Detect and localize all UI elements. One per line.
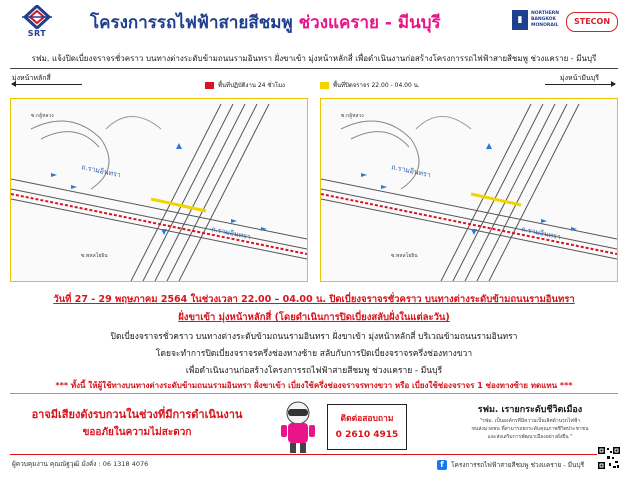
road-label-left-2: ถ.รามอินทรา [210,225,252,242]
road-label-right-2: ถ.รามอินทรา [520,225,562,242]
map-left [10,98,308,282]
legend-item-24h [205,80,285,90]
coordinator-contact: ผู้ควบคุมงาน คุณณัฐวุฒิ มั่งคั่ง : 06 1318 4076 [12,460,149,468]
soi-label-right-bottom: ซ.พหลโยธิน [391,253,418,259]
legend-label-24h: พื้นที่ปฏิบัติงาน 24 ชั่วโมง [218,82,285,89]
notice-line-2: โดยจะทำการปิดเบี่ยงจราจรครึ่งช่องทางซ้าย สลับกับการปิดเบี่ยงจราจรครึ่งช่องทางขวา [155,349,473,359]
soi-label-right-top: ซ.กลู้หลวง [341,113,364,119]
slogan-line-2: ขนส่งมวลชน ที่สามารถยกระดับคุณภาพชีวิตประชาชน [471,426,589,432]
notice-date-line: วันที่ 27 - 29 พฤษภาคม 2564 ในช่วงเวลา 22.00 – 04.00 น. ปิดเบี่ยงจราจรชั่วคราว บนทางต่างระดับข้ามถนนรามอินทรา [53,294,575,305]
direction-right-label: มุ่งหน้ามีนบุรี [560,74,599,82]
arrow-left-icon [12,84,82,85]
nbm-logo-icon: ▮ [512,10,528,30]
facebook-page-link[interactable]: โครงการรถไฟฟ้าสายสีชมพู ช่วงแคราย - มีนบุรี [451,461,585,469]
slogan-line-1: "รฟม. เป็นองค์กรที่มีความเป็นเลิศด้านรถไฟฟ้า [479,418,581,424]
footer-divider [10,454,618,455]
qr-code-icon [597,446,621,470]
mascot-icon [278,399,318,455]
road-label-right-1: ถ.รามอินทรา [390,163,432,180]
bottom-divider [10,393,618,394]
legend-swatch-red [205,82,214,89]
intro-text: รฟม. แจ้งปิดเบี่ยงจราจรชั่วคราว บนทางต่างระดับข้ามถนนรามอินทรา ฝั่งขาเข้า มุ่งหน้าหลักสี่ เพื่อดำเนินงานก่อสร้างโครงการรถไฟฟ้าสายสีชมพู ช่วงแคราย - มีนบุรี [31,54,597,63]
soi-label-left-bottom: ซ.พหลโยธิน [81,253,108,259]
page-title [90,9,441,36]
legend-swatch-yellow [320,82,329,89]
arrow-right-icon [545,84,615,85]
contact-box [327,404,407,450]
slogan-title: รฟม. เรายกระดับชีวิตเมือง [477,405,583,415]
legend-item-night [320,80,420,90]
contact-label: ติดต่อสอบถาม [340,414,394,424]
notice-line-4: *** ทั้งนี้ ให้ผู้ใช้ทางบนทางต่างระดับข้ามถนนรามอินทรา ฝั่งขาเข้า เบี่ยงใช้ครึ่งช่องจราจรทางขวา หรือ เบี่ยงใช้ช่องจราจร 1 ช่องทางซ้าย ทดแทน *** [55,381,573,390]
notice-side-line: ฝั่งขาเข้า มุ่งหน้าหลักสี่ (โดยดำเนินการปิดเบี่ยงสลับฝั่งในแต่ละวัน) [178,312,450,323]
notice-line-1: ปิดเบี่ยงจราจรชั่วคราว บนทางต่างระดับข้ามถนนรามอินทรา ฝั่งขาเข้า มุ่งหน้าหลักสี่ บริเวณข้ามถนนรามอินทรา [110,332,518,342]
page-header [0,0,628,44]
srt-logo [14,5,60,41]
slogan-line-3: และส่งเสริมการพัฒนาเมืองอย่างยั่งยืน " [487,434,573,440]
apology-inconvenience: ขออภัยในความไม่สะดวก [82,427,192,438]
direction-left-label: มุ่งหน้าหลักสี่ [12,74,51,82]
soi-label-left-top: ซ.กลู้หลวง [31,113,54,119]
contact-phone[interactable]: 0 2610 4915 [335,430,399,440]
nbm-logo-text: NORTHERN BANGKOK MONORAIL [531,11,559,28]
header-divider [10,68,618,69]
title-route: ช่วงแคราย - มีนบุรี [298,13,441,33]
apology-noise: อาจมีเสียงดังรบกวนในช่วงที่มีการดำเนินงาน [31,408,243,421]
slogan-body [450,417,610,441]
map-right-drawing [321,99,617,281]
srt-logo-text: SRT [27,29,47,38]
map-left-drawing [11,99,307,281]
title-main: โครงการรถไฟฟ้าสายสีชมพู [90,13,299,33]
road-label-left-1: ถ.รามอินทรา [80,163,122,180]
facebook-icon[interactable]: f [437,460,447,470]
srt-logo-icon [22,5,52,29]
stecon-logo: STECON [566,12,618,32]
notice-line-3: เพื่อดำเนินงานก่อสร้างโครงการรถไฟฟ้าสายสีชมพู ช่วงแคราย - มีนบุรี [185,366,443,376]
legend-label-night: พื้นที่ปิดจราจร 22.00 - 04.00 น. [333,82,420,89]
map-right [320,98,618,282]
